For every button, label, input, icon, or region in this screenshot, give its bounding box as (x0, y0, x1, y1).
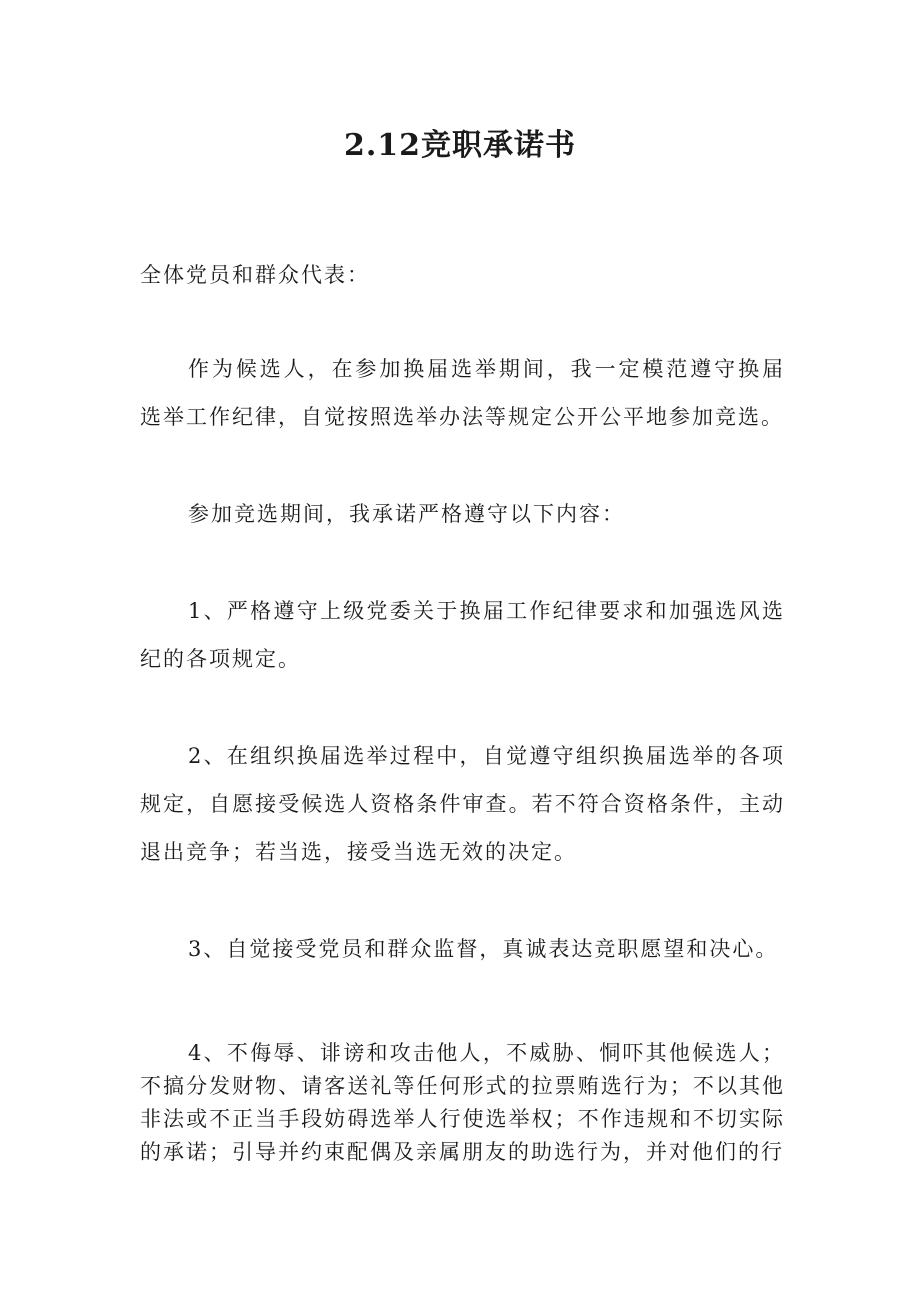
paragraph-commitment-lead: 参加竞选期间，我承诺严格遵守以下内容： (188, 502, 625, 526)
paragraph-intro: 作为候选人，在参加换届选举期间，我一定模范遵守换届选举工作纪律，自觉按照选举办法等规定公开公平地参加竞选。 (140, 357, 785, 429)
salutation: 全体党员和群众代表： (140, 263, 370, 287)
commitment-item-3: 3、自觉接受党员和群众监督，真诚表达竞职愿望和决心。 (188, 937, 779, 961)
commitment-item-1: 1、严格遵守上级党委关于换届工作纪律要求和加强选风选纪的各项规定。 (140, 599, 785, 671)
commitment-item-2: 2、在组织换届选举过程中，自觉遵守组织换届选举的各项规定，自愿接受候选人资格条件审查。若不符合资格条件，主动退出竞争；若当选，接受当选无效的决定。 (140, 744, 785, 864)
commitment-item-4: 4、不侮辱、诽谤和攻击他人，不威胁、恫吓其他候选人；不搞分发财物、请客送礼等任何形式的拉票贿选行为；不以其他非法或不正当手段妨碍选举人行使选举权；不作违规和不切实际的承诺；引导并约束配偶及亲属朋友的助选行为，并对他们的行 (140, 1041, 785, 1164)
document-title: 2.12竞职承诺书 (343, 128, 577, 163)
